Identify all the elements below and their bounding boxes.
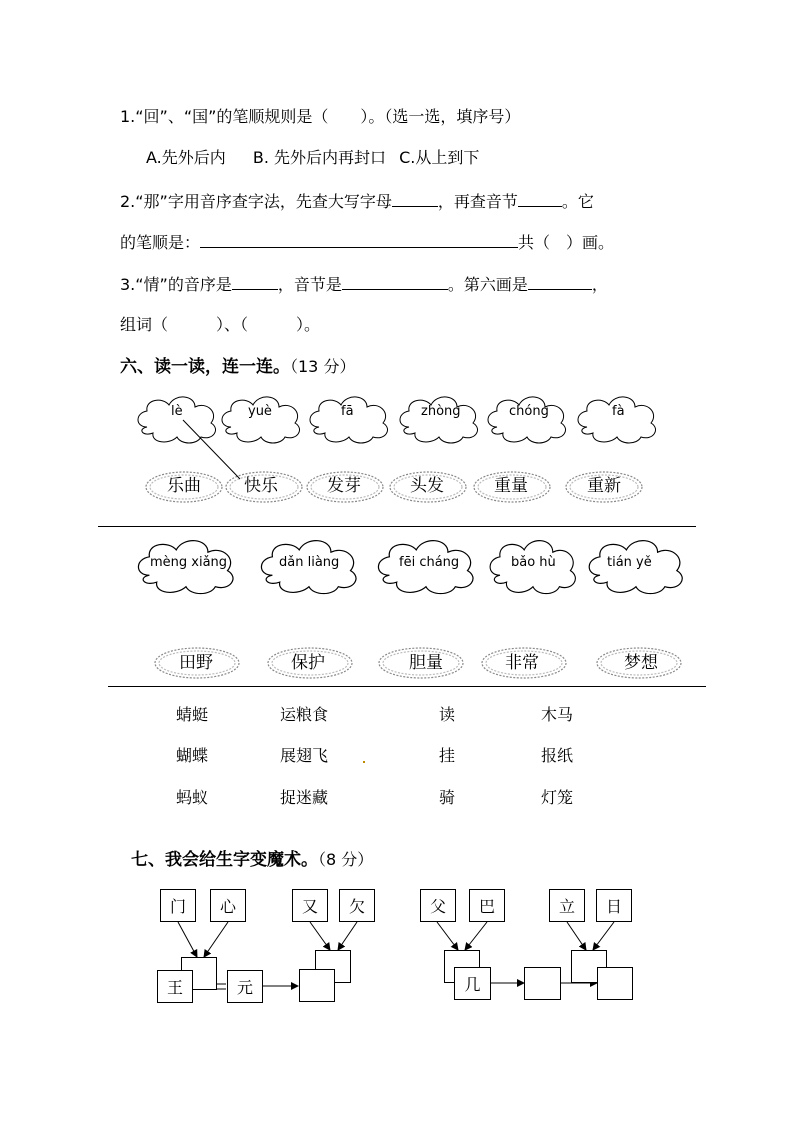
word-danliang: 胆量 [409, 653, 443, 673]
word-faya: 发芽 [327, 476, 361, 496]
arrow [593, 922, 614, 950]
char-box-ji: 几 [454, 967, 491, 1000]
q1-option-b: B. 先外后内再封口 [252, 148, 387, 167]
word-tianye: 田野 [179, 653, 213, 673]
q3-text-4: ， [591, 275, 608, 294]
char-box-fu: 父 [420, 889, 456, 922]
arrow [465, 922, 487, 950]
word-kuaile: 快乐 [244, 476, 278, 496]
arrow [310, 922, 330, 950]
divider-1 [98, 526, 696, 527]
pinyin-baohu: bǎo hù [511, 555, 556, 570]
pinyin-feichang: fēi cháng [399, 555, 460, 570]
divider-2 [108, 686, 706, 687]
char-box-you: 又 [292, 889, 328, 922]
char-box-ri: 日 [596, 889, 632, 922]
q2-text-1: 2.“那”字用音序查字法，先查大写字母 [120, 192, 392, 211]
pinyin-zhong: zhòng [421, 404, 461, 419]
pinyin-danliang: dǎn liàng [279, 555, 340, 570]
char-box-ba: 巴 [469, 889, 505, 922]
char-box-yuan: 元 [227, 970, 263, 1003]
word-zhanchifei: 展翅飞 [280, 746, 329, 765]
q3-text-1: 3.“情”的音序是 [120, 275, 232, 294]
char-box-wang: 王 [157, 970, 193, 1003]
word-baozhi: 报纸 [541, 746, 574, 765]
word-chongxin: 重新 [587, 476, 621, 496]
word-hudie: 蝴蝶 [176, 746, 209, 765]
arrow [178, 922, 197, 957]
answer-box[interactable] [524, 967, 561, 1000]
word-zhongliang: 重量 [494, 476, 528, 496]
word-yunliangshi: 运粮食 [280, 705, 329, 724]
word-gua: 挂 [439, 746, 456, 765]
char-box-qian: 欠 [339, 889, 375, 922]
char-box-xin: 心 [210, 889, 246, 922]
word-toufa: 头发 [410, 476, 444, 496]
pinyin-chong: chóng [509, 404, 549, 419]
pinyin-le: lè [171, 404, 183, 419]
word-feichang: 非常 [505, 653, 539, 673]
arrow [204, 922, 228, 957]
pinyin-tianye: tián yě [607, 555, 652, 570]
q2-text-3: 。它 [561, 192, 594, 211]
q2-text-5: 共（ ）画。 [518, 233, 615, 252]
section6-title-text: 六、读一读，连一连。 [120, 357, 290, 377]
word-zhuomicang: 捉迷藏 [280, 788, 329, 807]
section6-score: （13 分） [290, 357, 356, 376]
word-baohu: 保护 [291, 653, 325, 673]
q1-option-a: A.先外后内 [146, 148, 226, 167]
q1-stem: 1.“回”、“国”的笔顺规则是（ ）。（选一选，填序号） [120, 107, 521, 126]
char-box-men: 门 [160, 889, 196, 922]
q3-text-3: 。第六画是 [447, 275, 528, 294]
pinyin-fa4: fà [612, 404, 625, 419]
pinyin-yue: yuè [248, 404, 272, 419]
word-muma: 木马 [541, 705, 574, 724]
section7-score: （8 分） [318, 850, 374, 869]
section7-title [131, 850, 373, 870]
word-mengxiang: 梦想 [624, 653, 658, 673]
q2-text-2: ，再查音节 [437, 192, 518, 211]
q3-line2: 组词（ ）、（ ）。 [120, 315, 321, 334]
word-qingting: 蜻蜓 [176, 705, 209, 724]
q2-text-4: 的笔顺是： [120, 233, 201, 252]
char-box-li: 立 [549, 889, 585, 922]
arrow [338, 922, 357, 950]
word-qi: 骑 [439, 788, 456, 807]
stray-dot [363, 761, 365, 763]
word-du: 读 [439, 705, 456, 724]
word-yuequ: 乐曲 [167, 476, 201, 496]
q3-text-2: ，音节是 [277, 275, 342, 294]
word-mayi: 蚂蚁 [176, 788, 209, 807]
section7-title-text: 七、我会给生字变魔术。 [131, 850, 318, 870]
arrow [437, 922, 458, 950]
answer-box[interactable] [597, 967, 633, 1000]
q1-option-c: C.从上到下 [399, 148, 480, 167]
word-denglong: 灯笼 [541, 788, 574, 807]
pinyin-mengxiang: mèng xiǎng [150, 555, 228, 570]
answer-box[interactable] [299, 969, 335, 1002]
pinyin-fa1: fā [341, 404, 354, 419]
arrow [567, 922, 586, 950]
